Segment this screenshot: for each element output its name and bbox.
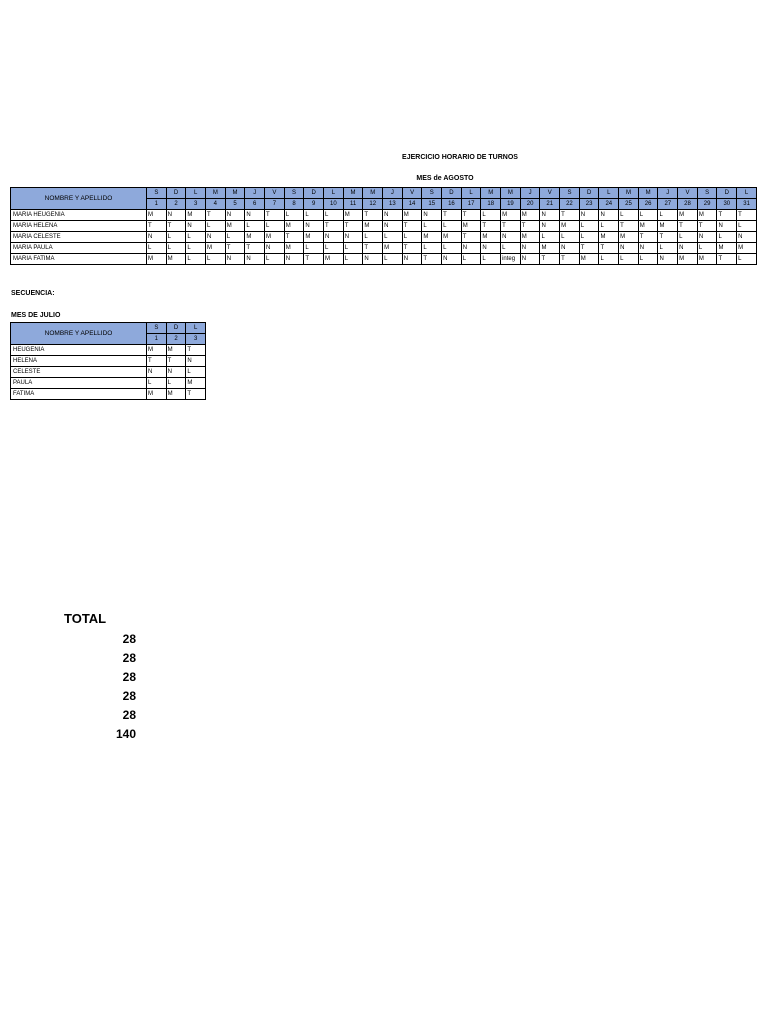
shift-cell: T (304, 254, 324, 265)
shift-cell: N (147, 232, 167, 243)
day-number-header: 16 (442, 199, 462, 210)
shift-cell: L (422, 243, 442, 254)
shift-cell: N (540, 210, 560, 221)
day-number-header: 13 (383, 199, 403, 210)
shift-cell: L (560, 232, 580, 243)
shift-cell: L (186, 232, 206, 243)
shift-cell: L (737, 254, 757, 265)
shift-cell: L (599, 254, 619, 265)
total-value: 28 (122, 632, 136, 646)
shift-cell: N (442, 254, 462, 265)
shift-cell: M (147, 210, 167, 221)
shift-cell: L (343, 243, 363, 254)
day-number-header: 6 (245, 199, 265, 210)
weekday-header: D (442, 188, 462, 199)
shift-cell: N (619, 243, 639, 254)
shift-cell: M (186, 378, 206, 389)
shift-cell: T (520, 221, 540, 232)
shift-cell: M (697, 254, 717, 265)
weekday-header: S (422, 188, 442, 199)
shift-cell: M (402, 210, 422, 221)
weekday-header: D (717, 188, 737, 199)
weekday-header: S (284, 188, 304, 199)
sequence-label: SECUENCIA: (11, 290, 55, 297)
shift-cell: N (206, 232, 226, 243)
shift-cell: N (383, 210, 403, 221)
day-number-header: 21 (540, 199, 560, 210)
day-number-header: 8 (284, 199, 304, 210)
day-number-header: 20 (520, 199, 540, 210)
name-column-header: NOMBRE Y APELLIDO (11, 188, 147, 210)
shift-cell: T (206, 210, 226, 221)
weekday-header: J (245, 188, 265, 199)
weekday-header: L (324, 188, 344, 199)
shift-cell: L (638, 254, 658, 265)
employee-name: CELESTE (11, 367, 147, 378)
shift-cell: N (363, 254, 383, 265)
shift-cell: L (284, 210, 304, 221)
day-number-header: 19 (501, 199, 521, 210)
shift-cell: N (383, 221, 403, 232)
shift-cell: T (540, 254, 560, 265)
day-number-header: 26 (638, 199, 658, 210)
shift-cell: M (147, 254, 167, 265)
shift-cell: T (638, 232, 658, 243)
day-number-header: 31 (737, 199, 757, 210)
shift-cell: M (599, 232, 619, 243)
july-shift-table (10, 322, 206, 400)
shift-cell: M (284, 221, 304, 232)
shift-cell: M (540, 243, 560, 254)
table-row (11, 367, 206, 378)
shift-cell: L (737, 221, 757, 232)
day-number-header: 10 (324, 199, 344, 210)
shift-cell: L (304, 210, 324, 221)
shift-cell: T (579, 243, 599, 254)
shift-cell: L (206, 254, 226, 265)
shift-cell: T (186, 389, 206, 400)
shift-cell: integ (501, 254, 521, 265)
shift-cell: N (422, 210, 442, 221)
shift-cell: M (737, 243, 757, 254)
shift-cell: M (304, 232, 324, 243)
day-number-header: 29 (697, 199, 717, 210)
weekday-header: S (147, 188, 167, 199)
shift-cell: L (461, 254, 481, 265)
day-number-header: 2 (166, 334, 186, 345)
shift-cell: N (579, 210, 599, 221)
shift-cell: T (402, 221, 422, 232)
shift-cell: L (186, 254, 206, 265)
employee-name: PAULA (11, 378, 147, 389)
shift-cell: T (324, 221, 344, 232)
shift-cell: L (658, 210, 678, 221)
shift-cell: T (697, 221, 717, 232)
shift-cell: M (225, 221, 245, 232)
shift-cell: L (363, 232, 383, 243)
weekday-header: D (166, 188, 186, 199)
shift-cell: N (304, 221, 324, 232)
weekday-header: M (481, 188, 501, 199)
shift-cell: M (481, 232, 501, 243)
employee-name: MARIA PAULA (11, 243, 147, 254)
shift-cell: M (560, 221, 580, 232)
shift-cell: M (619, 232, 639, 243)
day-number-header: 17 (461, 199, 481, 210)
weekday-header: M (363, 188, 383, 199)
shift-cell: T (442, 210, 462, 221)
shift-cell: M (501, 210, 521, 221)
day-number-header: 11 (343, 199, 363, 210)
day-number-header: 24 (599, 199, 619, 210)
shift-cell: M (658, 221, 678, 232)
shift-cell: M (520, 232, 540, 243)
shift-cell: T (678, 221, 698, 232)
shift-cell: N (599, 210, 619, 221)
employee-name: MARIA CELESTE (11, 232, 147, 243)
shift-cell: N (501, 232, 521, 243)
august-shift-table (10, 187, 757, 265)
shift-cell: N (461, 243, 481, 254)
shift-cell: T (186, 345, 206, 356)
document-title: EJERCICIO HORARIO DE TURNOS (402, 154, 518, 161)
table-row (11, 356, 206, 367)
table-row (11, 232, 757, 243)
shift-cell: M (147, 345, 167, 356)
shift-cell: L (678, 232, 698, 243)
shift-cell: T (166, 221, 186, 232)
shift-cell: N (166, 210, 186, 221)
table-row (11, 221, 757, 232)
weekday-header: D (304, 188, 324, 199)
shift-cell: L (481, 254, 501, 265)
shift-cell: N (560, 243, 580, 254)
weekday-header-row (11, 188, 757, 199)
day-number-header: 30 (717, 199, 737, 210)
weekday-header: S (697, 188, 717, 199)
day-number-header: 23 (579, 199, 599, 210)
name-column-header: NOMBRE Y APELLIDO (11, 323, 147, 345)
july-heading: MES DE JULIO (11, 312, 61, 319)
weekday-header: J (383, 188, 403, 199)
employee-name: HEUGENIA (11, 345, 147, 356)
shift-cell: N (284, 254, 304, 265)
shift-cell: L (225, 232, 245, 243)
shift-cell: M (520, 210, 540, 221)
shift-cell: T (737, 210, 757, 221)
shift-cell: T (560, 254, 580, 265)
shift-cell: N (717, 221, 737, 232)
shift-cell: M (579, 254, 599, 265)
weekday-header: M (638, 188, 658, 199)
shift-cell: L (324, 210, 344, 221)
shift-cell: L (186, 243, 206, 254)
shift-cell: L (442, 243, 462, 254)
total-label: TOTAL (64, 611, 107, 626)
shift-cell: M (265, 232, 285, 243)
shift-cell: T (599, 243, 619, 254)
weekday-header: L (599, 188, 619, 199)
shift-cell: N (324, 232, 344, 243)
day-number-header: 2 (166, 199, 186, 210)
shift-cell: N (520, 243, 540, 254)
weekday-header: M (619, 188, 639, 199)
day-number-header: 22 (560, 199, 580, 210)
table-row (11, 378, 206, 389)
day-number-header: 25 (619, 199, 639, 210)
shift-cell: M (678, 254, 698, 265)
shift-cell: M (245, 232, 265, 243)
shift-cell: T (147, 221, 167, 232)
shift-cell: T (225, 243, 245, 254)
total-value: 28 (122, 689, 136, 703)
day-number-header: 18 (481, 199, 501, 210)
shift-cell: N (225, 210, 245, 221)
shift-cell: M (284, 243, 304, 254)
weekday-header: L (737, 188, 757, 199)
shift-cell: L (638, 210, 658, 221)
shift-cell: L (166, 232, 186, 243)
shift-cell: M (442, 232, 462, 243)
weekday-header: M (206, 188, 226, 199)
shift-cell: T (343, 221, 363, 232)
weekday-header: D (166, 323, 186, 334)
shift-cell: T (619, 221, 639, 232)
shift-cell: M (166, 389, 186, 400)
total-value: 28 (122, 670, 136, 684)
shift-cell: L (402, 232, 422, 243)
day-number-header: 1 (147, 334, 167, 345)
shift-cell: N (166, 367, 186, 378)
weekday-header: V (265, 188, 285, 199)
shift-cell: T (166, 356, 186, 367)
shift-cell: L (579, 232, 599, 243)
august-heading: MES de AGOSTO (416, 175, 474, 182)
grand-total-value: 140 (115, 727, 136, 741)
shift-cell: L (245, 221, 265, 232)
day-number-header: 3 (186, 199, 206, 210)
shift-cell: L (383, 254, 403, 265)
weekday-header: L (461, 188, 481, 199)
shift-cell: M (638, 221, 658, 232)
shift-cell: M (461, 221, 481, 232)
shift-cell: L (481, 210, 501, 221)
day-number-header: 15 (422, 199, 442, 210)
shift-cell: L (265, 221, 285, 232)
weekday-header: J (520, 188, 540, 199)
shift-cell: T (658, 232, 678, 243)
weekday-header: V (678, 188, 698, 199)
shift-cell: T (717, 210, 737, 221)
shift-cell: L (442, 221, 462, 232)
employee-name: FATIMA (11, 389, 147, 400)
table-row (11, 345, 206, 356)
weekday-header: L (186, 323, 206, 334)
shift-cell: L (324, 243, 344, 254)
shift-cell: T (717, 254, 737, 265)
weekday-header-row (11, 323, 206, 334)
day-number-header: 12 (363, 199, 383, 210)
day-number-header: 9 (304, 199, 324, 210)
day-number-header: 14 (402, 199, 422, 210)
employee-name: MARIA HEUGENIA (11, 210, 147, 221)
weekday-header: J (658, 188, 678, 199)
shift-cell: N (520, 254, 540, 265)
shift-cell: L (147, 378, 167, 389)
weekday-header: V (402, 188, 422, 199)
weekday-header: L (186, 188, 206, 199)
shift-cell: N (343, 232, 363, 243)
shift-cell: N (265, 243, 285, 254)
shift-cell: T (560, 210, 580, 221)
table-row (11, 254, 757, 265)
shift-cell: T (422, 254, 442, 265)
shift-cell: L (166, 378, 186, 389)
shift-cell: L (304, 243, 324, 254)
shift-cell: N (638, 243, 658, 254)
shift-cell: L (501, 243, 521, 254)
shift-cell: M (717, 243, 737, 254)
weekday-header: M (501, 188, 521, 199)
shift-cell: N (737, 232, 757, 243)
shift-cell: N (678, 243, 698, 254)
shift-cell: L (619, 210, 639, 221)
table-row (11, 389, 206, 400)
shift-cell: L (383, 232, 403, 243)
shift-cell: N (658, 254, 678, 265)
shift-cell: T (363, 243, 383, 254)
weekday-header: M (225, 188, 245, 199)
shift-cell: M (697, 210, 717, 221)
shift-cell: L (599, 221, 619, 232)
shift-cell: T (461, 232, 481, 243)
shift-cell: M (422, 232, 442, 243)
shift-cell: N (186, 356, 206, 367)
day-number-header: 5 (225, 199, 245, 210)
shift-cell: L (343, 254, 363, 265)
day-number-header: 3 (186, 334, 206, 345)
shift-cell: N (697, 232, 717, 243)
shift-cell: M (186, 210, 206, 221)
shift-cell: M (147, 389, 167, 400)
shift-cell: L (619, 254, 639, 265)
shift-cell: M (343, 210, 363, 221)
weekday-header: S (147, 323, 167, 334)
shift-cell: L (186, 367, 206, 378)
shift-cell: N (540, 221, 560, 232)
shift-cell: M (678, 210, 698, 221)
shift-cell: L (147, 243, 167, 254)
shift-cell: T (265, 210, 285, 221)
shift-cell: T (481, 221, 501, 232)
total-value: 28 (122, 651, 136, 665)
shift-cell: T (147, 356, 167, 367)
shift-cell: T (363, 210, 383, 221)
shift-cell: N (245, 210, 265, 221)
shift-cell: L (540, 232, 560, 243)
shift-cell: T (284, 232, 304, 243)
shift-cell: T (402, 243, 422, 254)
shift-cell: L (658, 243, 678, 254)
day-number-header: 4 (206, 199, 226, 210)
shift-cell: M (383, 243, 403, 254)
total-value: 28 (122, 708, 136, 722)
day-number-header: 27 (658, 199, 678, 210)
shift-cell: M (363, 221, 383, 232)
shift-cell: T (245, 243, 265, 254)
day-number-header: 1 (147, 199, 167, 210)
shift-cell: N (225, 254, 245, 265)
shift-cell: M (166, 345, 186, 356)
day-number-header: 7 (265, 199, 285, 210)
shift-cell: N (481, 243, 501, 254)
shift-cell: N (147, 367, 167, 378)
weekday-header: V (540, 188, 560, 199)
weekday-header: D (579, 188, 599, 199)
employee-name: MARIA FATIMA (11, 254, 147, 265)
table-row (11, 210, 757, 221)
weekday-header: S (560, 188, 580, 199)
shift-cell: T (461, 210, 481, 221)
shift-cell: L (717, 232, 737, 243)
shift-cell: L (206, 221, 226, 232)
employee-name: MARIA HELENA (11, 221, 147, 232)
shift-cell: N (402, 254, 422, 265)
shift-cell: L (265, 254, 285, 265)
shift-cell: L (422, 221, 442, 232)
table-row (11, 243, 757, 254)
shift-cell: N (245, 254, 265, 265)
shift-cell: M (324, 254, 344, 265)
shift-cell: M (166, 254, 186, 265)
shift-cell: T (501, 221, 521, 232)
shift-cell: M (206, 243, 226, 254)
day-number-header: 28 (678, 199, 698, 210)
shift-cell: L (697, 243, 717, 254)
shift-cell: L (166, 243, 186, 254)
shift-cell: L (579, 221, 599, 232)
weekday-header: M (343, 188, 363, 199)
employee-name: HELENA (11, 356, 147, 367)
shift-cell: N (186, 221, 206, 232)
